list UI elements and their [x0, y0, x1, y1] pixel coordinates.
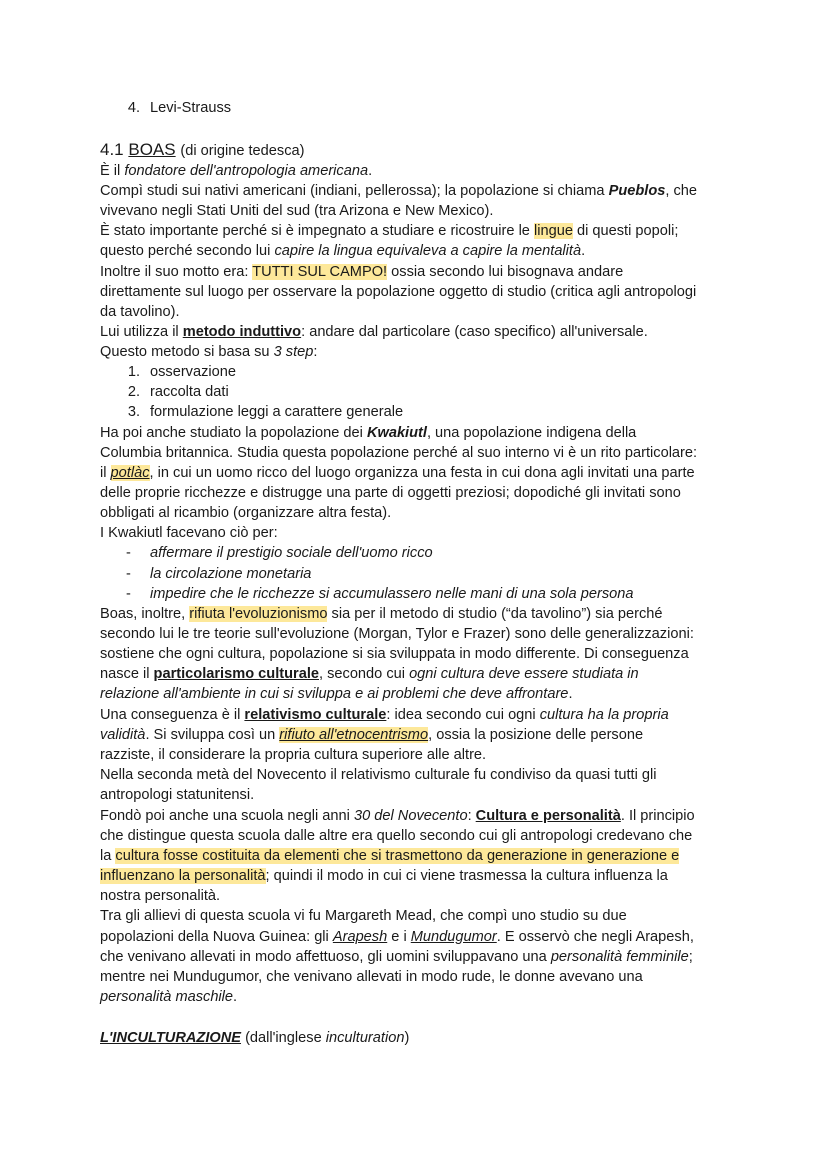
paragraph-line: direttamente sul luogo per osservare la popolazione oggetto di studio (critica agli antropologi — [100, 284, 697, 300]
paragraph-line: la cultura fosse costituita da elementi che si trasmettono da generazione in generazione e — [100, 848, 680, 864]
list-item-text: formulazione leggi a carattere generale — [150, 404, 404, 420]
paragraph-line: Ha poi anche studiato la popolazione dei Kwakiutl, una popolazione indigena della — [100, 425, 637, 441]
paragraph-line: Inoltre il suo motto era: TUTTI SUL CAMPO! ossia secondo lui bisognava andare — [100, 264, 624, 280]
paragraph-line: Columbia britannica. Studia questa popolazione perché al suo interno vi è un rito particolare: — [100, 445, 698, 461]
highlight: rifiuto all'etnocentrismo — [279, 727, 429, 743]
paragraph-line: razziste, il considerare la propria cultura superiore alle altre. — [100, 747, 487, 763]
paragraph-line: Tra gli allievi di questa scuola vi fu Margareth Mead, che compì uno studio su due — [100, 908, 627, 924]
highlight: TUTTI SUL CAMPO! — [252, 264, 388, 280]
paragraph-line: antropologi statunitensi. — [100, 787, 255, 803]
paragraph-line: nasce il particolarismo culturale, secondo cui ogni cultura deve essere studiata in — [100, 666, 639, 682]
bullet-dash: - — [126, 586, 131, 602]
paragraph-line: I Kwakiutl facevano ciò per: — [100, 525, 278, 541]
paragraph-line: che venivano allevati in modo affettuoso, gli uomini sviluppavano una personalità femminile; — [100, 949, 693, 965]
paragraph-line: delle proprie ricchezze e distrugge una parte di oggetti preziosi; dopodiché gli invitati sono — [100, 485, 681, 501]
paragraph-line: influenzano la personalità; quindi il modo in cui ci viene trasmessa la cultura influenza la — [100, 868, 668, 884]
paragraph-line: È il fondatore dell'antropologia americana. — [100, 163, 373, 179]
list-item-text: affermare il prestigio sociale dell'uomo ricco — [150, 545, 433, 561]
list-item-text: osservazione — [150, 364, 236, 380]
section-title: BOAS — [128, 140, 176, 159]
paragraph-line: personalità maschile. — [100, 989, 238, 1005]
paragraph-line: Lui utilizza il metodo induttivo: andare dal particolare (caso specifico) all'universale. — [100, 324, 648, 340]
subheading: L'INCULTURAZIONE (dall'inglese inculturation) — [100, 1030, 410, 1046]
paragraph-line: mentre nei Mundugumor, che venivano allevati in modo rude, le donne avevano una — [100, 969, 643, 985]
section-subtitle: (di origine tedesca) — [180, 143, 305, 159]
paragraph-line: questo perché secondo lui capire la lingua equivaleva a capire la mentalità. — [100, 243, 586, 259]
paragraph-line: Questo metodo si basa su 3 step: — [100, 344, 318, 360]
paragraph-line: Nella seconda metà del Novecento il relativismo culturale fu condiviso da quasi tutti gli — [100, 767, 657, 783]
bullet-dash: - — [126, 545, 131, 561]
paragraph-line: il potlàc, in cui un uomo ricco del luogo organizza una festa in cui dona agli invitati una parte — [100, 465, 695, 481]
section-number: 4.1 — [100, 140, 124, 159]
paragraph-line: obbligati al ricambio (organizzare altra festa). — [100, 505, 392, 521]
list-number: 2. — [127, 384, 140, 400]
section-heading — [100, 140, 304, 160]
highlight: cultura fosse costituita da elementi che si trasmettono da generazione in generazione e — [115, 848, 680, 864]
highlight: influenzano la personalità — [100, 868, 266, 884]
highlight: lingue — [533, 223, 573, 239]
paragraph-line: È stato importante perché si è impegnato a studiare e ricostruire le lingue di questi popoli; — [100, 223, 679, 239]
list-item-text: Levi-Strauss — [150, 100, 232, 116]
list-number: 3. — [127, 404, 140, 420]
paragraph-line: Una conseguenza è il relativismo culturale: idea secondo cui ogni cultura ha la propria — [100, 707, 669, 723]
list-item-text: impedire che le ricchezze si accumulassero nelle mani di una sola persona — [150, 586, 634, 602]
paragraph-line: sostiene che ogni cultura, popolazione si sia sviluppata in modo differente. Di conseguenza — [100, 646, 689, 662]
list-number: 4. — [127, 100, 140, 116]
paragraph-line: secondo lui le tre teorie sull'evoluzione (Morgan, Tylor e Frazer) sono delle generalizzazioni: — [100, 626, 694, 642]
paragraph-line: che distingue questa scuola dalle altre era quello secondo cui gli antropologi credevano che — [100, 828, 693, 844]
highlight: potlàc — [110, 465, 150, 481]
paragraph-line: Compì studi sui nativi americani (indiani, pellerossa); la popolazione si chiama Pueblos, che — [100, 183, 697, 199]
paragraph-line: vivevano negli Stati Uniti del sud (tra Arizona e New Mexico). — [100, 203, 494, 219]
paragraph-line: popolazioni della Nuova Guinea: gli Arapesh e i Mundugumor. E osservò che negli Arapesh, — [100, 929, 694, 945]
paragraph-line: nostra personalità. — [100, 888, 221, 904]
paragraph-line: da tavolino). — [100, 304, 180, 320]
paragraph-line: Fondò poi anche una scuola negli anni 30 del Novecento: Cultura e personalità. Il principio — [100, 808, 695, 824]
list-item-text: raccolta dati — [150, 384, 229, 400]
subheading-title: L'INCULTURAZIONE — [100, 1030, 242, 1046]
bullet-dash: - — [126, 566, 131, 582]
paragraph-line: validità. Si sviluppa così un rifiuto all'etnocentrismo, ossia la posizione delle persone — [100, 727, 644, 743]
highlight: rifiuta l'evoluzionismo — [189, 606, 328, 622]
list-item-text: la circolazione monetaria — [150, 566, 312, 582]
list-number: 1. — [127, 364, 140, 380]
paragraph-line: relazione all'ambiente in cui si sviluppa e ai problemi che deve affrontare. — [100, 686, 573, 702]
paragraph-line: Boas, inoltre, rifiuta l'evoluzionismo sia per il metodo di studio (“da tavolino”) sia perché — [100, 606, 663, 622]
